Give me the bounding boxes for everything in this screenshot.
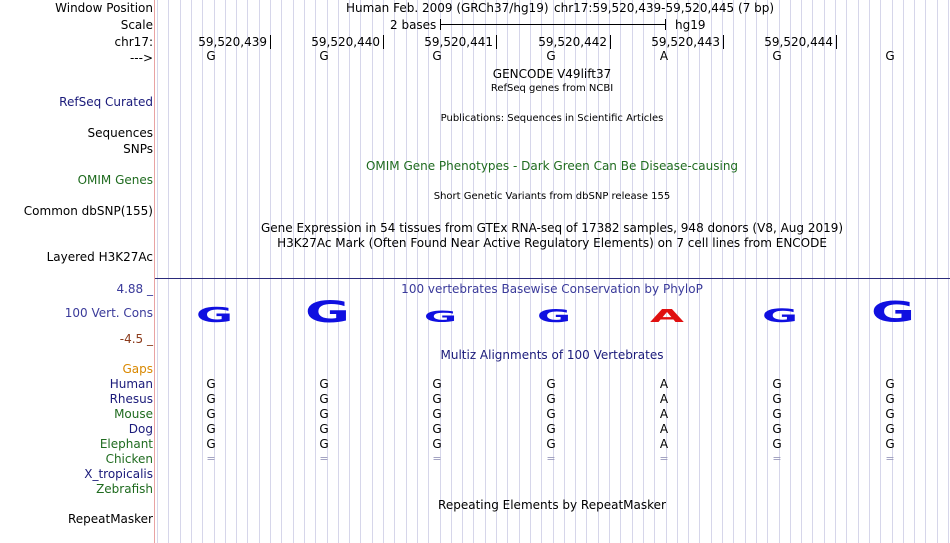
grid-line [790, 0, 791, 543]
grid-line [236, 0, 237, 543]
label-sequences[interactable]: Sequences [87, 126, 153, 140]
scale-bar-label: 2 bases [390, 18, 437, 32]
grid-line [281, 0, 282, 543]
position-label: 59,520,440 [311, 35, 380, 49]
label-common-dbsnp[interactable]: Common dbSNP(155) [23, 204, 153, 218]
grid-line [360, 0, 361, 543]
h3k27ac-title[interactable]: H3K27Ac Mark (Often Found Near Active Regulatory Elements) on 7 cell lines from ENCODE [277, 236, 827, 250]
position-tick [270, 35, 271, 49]
grid-line [168, 0, 169, 543]
position-tick [723, 35, 724, 49]
alignment-base: G [319, 377, 329, 391]
publications-title[interactable]: Publications: Sequences in Scientific Articles [440, 113, 664, 124]
alignment-base: G [432, 392, 442, 406]
grid-line [869, 0, 870, 543]
conservation-base: G [762, 305, 798, 327]
label-window-position: Window Position [55, 1, 153, 15]
grid-line [485, 0, 486, 543]
alignment-gap: = [885, 452, 895, 465]
dbsnp-title[interactable]: Short Genetic Variants from dbSNP release 155 [433, 191, 671, 202]
grid-line [349, 0, 350, 543]
alignment-base: G [206, 392, 216, 406]
omim-title[interactable]: OMIM Gene Phenotypes - Dark Green Can Be Disease-causing [365, 159, 739, 173]
scale-db-label: hg19 [675, 18, 706, 32]
conservation-logo [762, 305, 798, 327]
conservation-separator [155, 278, 950, 279]
conservation-logo [871, 296, 915, 329]
grid-line [225, 0, 226, 543]
species-label[interactable]: Mouse [114, 407, 153, 421]
alignment-base: G [772, 392, 782, 406]
alignment-base: G [206, 377, 216, 391]
conservation-logo [537, 307, 571, 327]
grid-line [937, 0, 938, 543]
alignment-base: G [546, 437, 556, 451]
conservation-letter [195, 303, 233, 327]
alignment-gap: = [772, 452, 782, 465]
label-cons-min: -4.5 _ [119, 332, 153, 346]
reference-base: G [885, 49, 895, 63]
alignment-base: G [885, 437, 895, 451]
alignment-base: A [659, 437, 669, 451]
gtex-title[interactable]: Gene Expression in 54 tissues from GTEx RNA-seq of 17382 samples, 948 donors (V8, Aug 2019) [260, 221, 844, 235]
grid-line [247, 0, 248, 543]
species-label[interactable]: X_tropicalis [84, 467, 153, 481]
reference-base: G [319, 49, 329, 63]
species-label[interactable]: Elephant [99, 437, 153, 451]
grid-line [677, 0, 678, 543]
conservation-base: G [304, 295, 350, 330]
label-cons-max: 4.88 _ [116, 282, 153, 296]
grid-line [270, 0, 271, 543]
alignment-base: G [319, 392, 329, 406]
position-label: 59,520,442 [538, 35, 607, 49]
position-label: 59,520,444 [764, 35, 833, 49]
grid-line [745, 0, 746, 543]
alignment-base: G [432, 407, 442, 421]
position-tick [496, 35, 497, 49]
alignment-base: A [659, 392, 669, 406]
gencode-title[interactable]: GENCODE V49lift37 [492, 67, 612, 81]
grid-line [835, 0, 836, 543]
grid-line [711, 0, 712, 543]
grid-line [756, 0, 757, 543]
alignment-base: G [206, 407, 216, 421]
alignment-gap: = [659, 452, 669, 465]
label-scale: Scale [120, 18, 153, 32]
conservation-logo [195, 303, 233, 327]
assembly-title: Human Feb. 2009 (GRCh37/hg19) [346, 1, 549, 15]
grid-line [948, 0, 949, 543]
scale-bar-left-cap [440, 19, 441, 30]
grid-line [722, 0, 723, 543]
grid-line [903, 0, 904, 543]
label-snps[interactable]: SNPs [123, 142, 153, 156]
conservation-logo [650, 307, 686, 327]
grid-line [801, 0, 802, 543]
conservation-letter [537, 307, 571, 327]
label-chrom: chr17: [114, 35, 153, 49]
alignment-base: G [206, 422, 216, 436]
grid-line [462, 0, 463, 543]
grid-line [157, 0, 158, 543]
species-label[interactable]: Chicken [105, 452, 153, 466]
grid-line [259, 0, 260, 543]
grid-line [925, 0, 926, 543]
conservation-letter [871, 296, 915, 329]
scale-bar [440, 24, 665, 25]
position-label: 59,520,443 [651, 35, 720, 49]
alignment-base: G [546, 407, 556, 421]
reference-base: G [432, 49, 442, 63]
alignment-base: G [319, 437, 329, 451]
alignment-base: G [206, 437, 216, 451]
conservation-base: G [423, 307, 457, 326]
grid-line [858, 0, 859, 543]
grid-line [733, 0, 734, 543]
conservation-letter [304, 295, 350, 330]
label-100-vert-cons[interactable]: 100 Vert. Cons [64, 306, 153, 320]
alignment-gap: = [546, 452, 556, 465]
grid-line [914, 0, 915, 543]
species-label[interactable]: Dog [128, 422, 153, 436]
conservation-letter [650, 307, 686, 327]
grid-line [699, 0, 700, 543]
conservation-logo [423, 307, 457, 326]
refseq-subtitle: RefSeq genes from NCBI [490, 83, 614, 94]
alignment-base: G [772, 377, 782, 391]
position-label: 59,520,441 [424, 35, 493, 49]
species-label[interactable]: Zebrafish [96, 482, 153, 496]
alignment-base: A [659, 422, 669, 436]
alignment-base: G [885, 407, 895, 421]
alignment-base: G [546, 377, 556, 391]
position-tick [836, 35, 837, 49]
position-readout: chr17:59,520,439-59,520,445 (7 bp) [554, 1, 775, 15]
label-layered-h3k27ac[interactable]: Layered H3K27Ac [46, 250, 153, 264]
grid-line [293, 0, 294, 543]
label-omim-genes[interactable]: OMIM Genes [77, 173, 153, 187]
alignment-base: G [885, 422, 895, 436]
conservation-logo [304, 295, 350, 330]
phylop-title[interactable]: 100 vertebrates Basewise Conservation by PhyloP [401, 282, 703, 296]
label-refseq-curated[interactable]: RefSeq Curated [59, 95, 153, 109]
alignment-base: G [546, 422, 556, 436]
grid-line [383, 0, 384, 543]
alignment-base: G [772, 422, 782, 436]
grid-line [191, 0, 192, 543]
alignment-base: G [432, 422, 442, 436]
alignment-base: A [659, 377, 669, 391]
position-tick [383, 35, 384, 49]
alignment-gap: = [319, 452, 329, 465]
species-label[interactable]: Rhesus [109, 392, 153, 406]
grid-line [417, 0, 418, 543]
scale-bar-right-cap [665, 19, 666, 30]
grid-line [620, 0, 621, 543]
grid-line [338, 0, 339, 543]
conservation-base: G [195, 303, 233, 327]
alignment-base: G [432, 377, 442, 391]
conservation-base: G [871, 296, 915, 329]
alignment-base: G [319, 407, 329, 421]
alignment-base: G [432, 437, 442, 451]
alignment-base: G [319, 422, 329, 436]
grid-line [643, 0, 644, 543]
reference-base: G [772, 49, 782, 63]
conservation-letter [762, 305, 798, 327]
grid-line [846, 0, 847, 543]
alignment-base: A [659, 407, 669, 421]
conservation-letter [423, 307, 457, 326]
label-repeatmasker[interactable]: RepeatMasker [67, 512, 153, 526]
grid-line [688, 0, 689, 543]
alignment-base: G [546, 392, 556, 406]
label-gaps: Gaps [122, 362, 153, 376]
reference-base: A [659, 49, 669, 63]
reference-base: G [206, 49, 216, 63]
alignment-base: G [885, 377, 895, 391]
grid-line [812, 0, 813, 543]
conservation-base: A [650, 307, 686, 327]
grid-line [394, 0, 395, 543]
label-strand-arrow: ---> [129, 51, 153, 65]
grid-line [304, 0, 305, 543]
grid-line [632, 0, 633, 543]
conservation-base: G [537, 307, 571, 327]
reference-base: G [546, 49, 556, 63]
species-label[interactable]: Human [109, 377, 153, 391]
position-tick [610, 35, 611, 49]
grid-line [824, 0, 825, 543]
grid-line [406, 0, 407, 543]
alignment-gap: = [206, 452, 216, 465]
repeatmasker-title[interactable]: Repeating Elements by RepeatMasker [438, 498, 666, 512]
grid-line [372, 0, 373, 543]
grid-line [180, 0, 181, 543]
alignment-base: G [772, 407, 782, 421]
multiz-title[interactable]: Multiz Alignments of 100 Vertebrates [440, 348, 664, 362]
alignment-gap: = [432, 452, 442, 465]
alignment-base: G [885, 392, 895, 406]
alignment-base: G [772, 437, 782, 451]
grid-line [451, 0, 452, 543]
position-label: 59,520,439 [198, 35, 267, 49]
grid-line [473, 0, 474, 543]
